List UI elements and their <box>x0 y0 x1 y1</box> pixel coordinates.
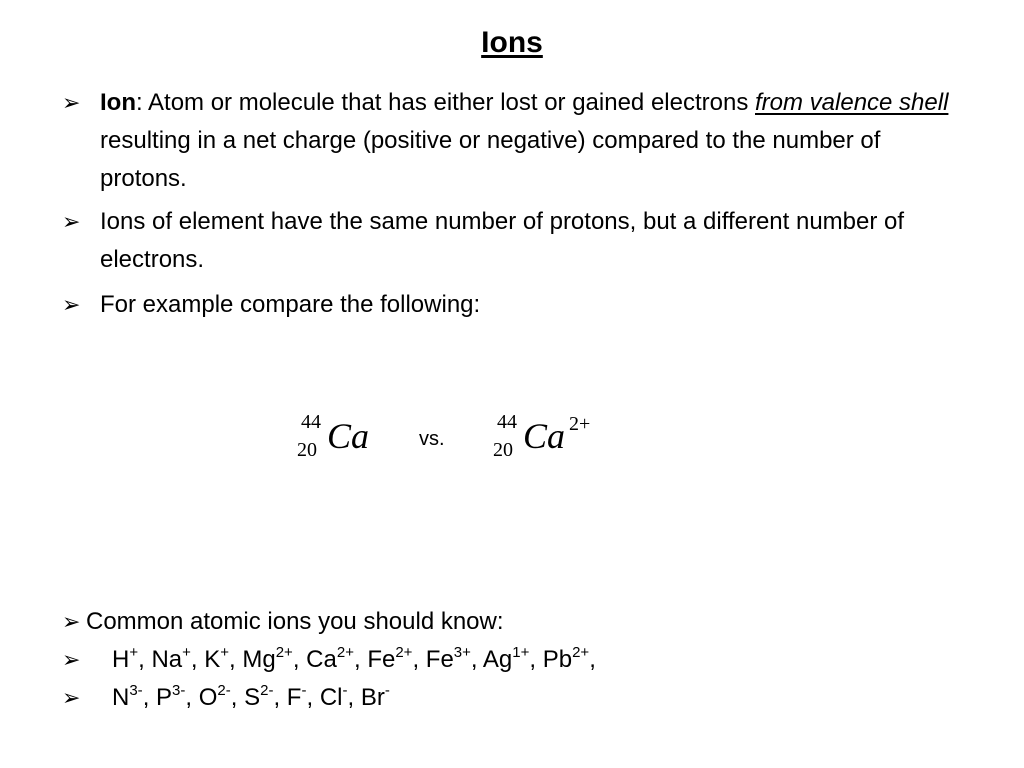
ion-separator: , <box>589 646 596 673</box>
bullet-text: For example compare the following: <box>100 291 481 318</box>
ion-separator: , <box>138 646 152 673</box>
ion-charge: 2+ <box>275 644 293 661</box>
bullet-text: Common atomic ions you should know: <box>86 608 504 635</box>
ion-separator: , <box>185 684 199 711</box>
ion-separator: , <box>353 646 368 673</box>
ion-symbol: Cl <box>319 684 343 711</box>
element-symbol: Ca <box>327 416 370 456</box>
ion-f <box>287 684 320 711</box>
ion-symbol: O <box>198 684 218 711</box>
atomic-number: 20 <box>493 439 513 461</box>
ion-separator: , <box>412 646 426 673</box>
bullet-cation-list <box>62 641 962 679</box>
ion-charge: - <box>342 682 348 699</box>
ion-k <box>204 646 242 673</box>
ion-charge: 2+ <box>336 644 354 661</box>
element-symbol: Ca <box>523 416 566 456</box>
bullet-example <box>62 286 962 324</box>
ion-symbol: Ag <box>482 646 513 673</box>
arrow-bullet-icon: ➢ <box>62 292 81 317</box>
ion-charge: - <box>384 682 390 699</box>
arrow-bullet-icon: ➢ <box>62 609 81 634</box>
ion-charge: 2+ <box>572 644 590 661</box>
arrow-bullet-icon: ➢ <box>62 685 81 710</box>
ion-charge: 1+ <box>512 644 530 661</box>
ion-charge: + <box>220 644 230 661</box>
ion-mg <box>242 646 306 673</box>
cation-list <box>112 641 962 679</box>
ion-separator: , <box>347 684 361 711</box>
definition-part-b: resulting in a net charge (positive or negative) compared to the number of protons. <box>100 127 881 192</box>
ion-charge: 2- <box>260 682 274 699</box>
ion-charge: + <box>129 644 139 661</box>
ion-separator: , <box>529 646 543 673</box>
ion-charge: 2- <box>217 682 231 699</box>
ion-charge: 3+ <box>453 644 471 661</box>
ion-separator: , <box>292 646 307 673</box>
ion-symbol: P <box>156 684 173 711</box>
bullet-ions-of-element <box>62 203 962 279</box>
bullet-anion-list <box>62 679 962 717</box>
ion-symbol: Pb <box>542 646 573 673</box>
bullet-ion-definition <box>62 84 962 198</box>
bullet-text <box>100 84 962 198</box>
arrow-bullet-icon: ➢ <box>62 209 81 234</box>
ion-separator: , <box>190 646 205 673</box>
arrow-bullet-icon: ➢ <box>62 90 81 115</box>
ion-ag <box>483 646 543 673</box>
ion-fe <box>367 646 425 673</box>
ion-charge: 2+ <box>395 644 413 661</box>
emphasis-valence-shell: from valence shell <box>755 89 949 116</box>
ion-ca <box>306 646 367 673</box>
bullet-text: Ions of element have the same number of protons, but a different number of electrons. <box>100 208 905 273</box>
ion-na <box>151 646 204 673</box>
ion-symbol: N <box>112 684 130 711</box>
ion-separator: , <box>230 684 245 711</box>
ion-separator: , <box>273 684 287 711</box>
bullet-common-ions <box>62 603 962 641</box>
ion-separator: , <box>142 684 157 711</box>
ion-symbol: F <box>286 684 302 711</box>
ion-symbol: Fe <box>367 646 396 673</box>
ion-symbol: Na <box>151 646 183 673</box>
ion-symbol: H <box>112 646 130 673</box>
ion-charge: - <box>301 682 307 699</box>
mass-number: 44 <box>497 411 517 433</box>
ion-separator: , <box>306 684 320 711</box>
ion-fe <box>426 646 483 673</box>
ion-n <box>112 684 156 711</box>
atomic-number: 20 <box>297 439 317 461</box>
ion-charge: 2+ <box>569 413 591 435</box>
ion-pb <box>543 646 596 673</box>
arrow-bullet-icon: ➢ <box>62 647 81 672</box>
ion-separator: , <box>229 646 243 673</box>
definition-part-a: Atom or molecule that has either lost or gained electrons <box>148 89 755 116</box>
ion-symbol: K <box>204 646 221 673</box>
term-ion: Ion <box>100 89 136 116</box>
ion-symbol: S <box>244 684 261 711</box>
ion-charge: 3- <box>129 682 143 699</box>
slide-title: Ions <box>481 26 543 59</box>
nuclide-calcium-ion <box>493 411 613 471</box>
ion-symbol: Ca <box>306 646 337 673</box>
ion-o <box>199 684 244 711</box>
ion-charge: 3- <box>172 682 186 699</box>
versus-label: vs. <box>419 428 445 450</box>
anion-list <box>112 679 962 717</box>
ion-br <box>361 684 390 711</box>
ion-symbol: Br <box>360 684 385 711</box>
ion-h <box>112 646 151 673</box>
nuclide-calcium-neutral <box>297 411 387 471</box>
ion-separator: , <box>470 646 483 673</box>
mass-number: 44 <box>301 411 321 433</box>
ion-symbol: Fe <box>425 646 454 673</box>
ion-s <box>244 684 287 711</box>
ion-p <box>156 684 199 711</box>
ion-charge: + <box>182 644 191 661</box>
ion-symbol: Mg <box>242 646 276 673</box>
ion-cl <box>320 684 361 711</box>
term-separator: : <box>136 89 149 116</box>
